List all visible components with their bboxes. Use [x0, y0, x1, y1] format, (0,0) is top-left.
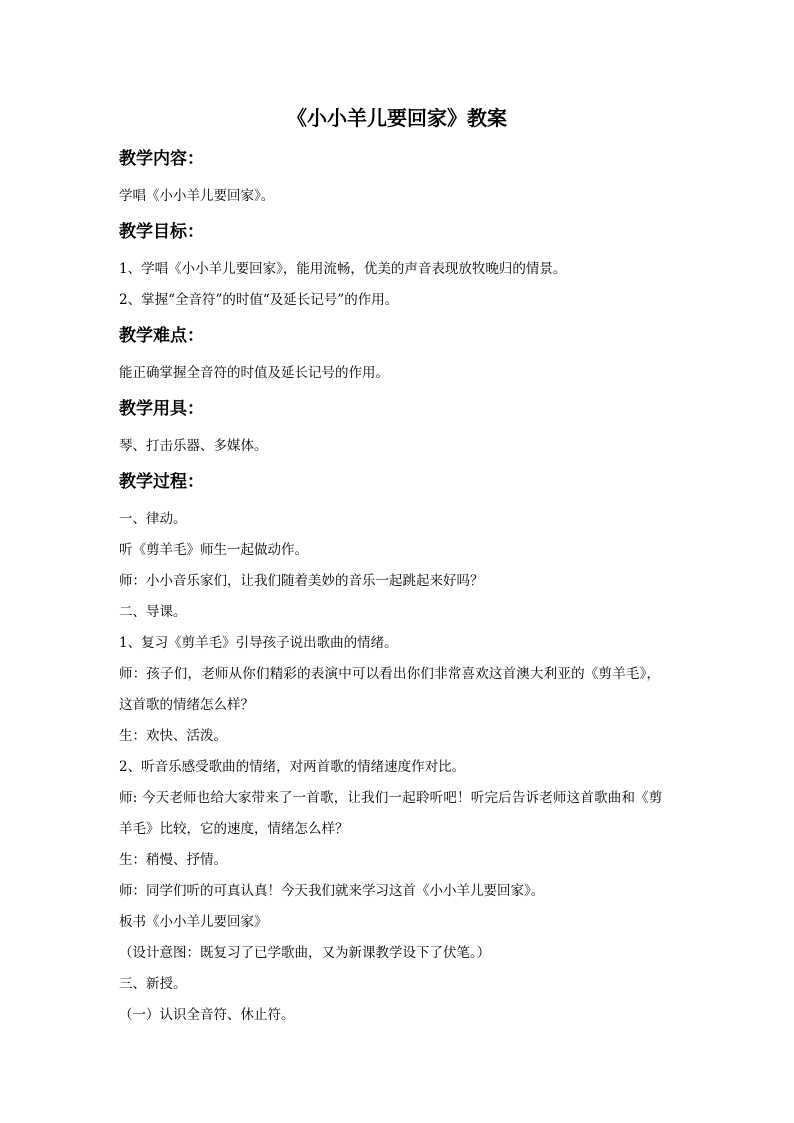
- process-line: 师：小小音乐家们，让我们随着美妙的音乐一起跳起来好吗？: [119, 573, 484, 589]
- process-line: 2、听音乐感受歌曲的情绪，对两首歌的情绪速度作对比。: [119, 759, 466, 775]
- objective-line-1: 1、学唱《小小羊儿要回家》，能用流畅，优美的声音表现放牧晚归的情景。: [119, 261, 567, 277]
- process-line: 师：孩子们，老师从你们精彩的表演中可以看出你们非常喜欢这首澳大利亚的《剪羊毛》，: [119, 666, 661, 682]
- section-heading-difficulty: 教学难点：: [119, 326, 204, 346]
- process-line: 1、复习《剪羊毛》引导孩子说出歌曲的情绪。: [119, 635, 398, 651]
- section-heading-process: 教学过程：: [119, 472, 204, 492]
- process-line: 师: 今天老师也给大家带来了一首歌，让我们一起聆听吧！听完后告诉老师这首歌曲和《剪: [119, 790, 663, 806]
- process-line: （设计意图：既复习了已学歌曲，又为新课教学设下了伏笔。）: [119, 945, 491, 961]
- process-line: 这首歌的情绪怎么样？: [119, 697, 254, 713]
- content-line: 学唱《小小羊儿要回家》。: [119, 188, 275, 204]
- process-line: 羊毛》比较，它的速度，情绪怎么样？: [119, 821, 349, 837]
- tools-line: 琴、打击乐器、多媒体。: [119, 438, 268, 454]
- difficulty-line: 能正确掌握全音符的时值及延长记号的作用。: [119, 365, 389, 381]
- section-heading-objectives: 教学目标：: [119, 222, 204, 242]
- process-line: 生：欢快、活泼。: [119, 728, 227, 744]
- document-title: 《小小羊儿要回家》教案: [287, 106, 507, 130]
- process-line: 二、导课。: [119, 604, 187, 620]
- section-heading-tools: 教学用具：: [119, 399, 204, 419]
- objective-line-2: 2、掌握“全音符”的时值“及延长记号”的作用。: [119, 292, 399, 308]
- process-line: 三、新授。: [119, 976, 187, 992]
- process-line: 听《剪羊毛》师生一起做动作。: [119, 542, 308, 558]
- process-line: （一）认识全音符、休止符。: [119, 1007, 295, 1023]
- process-line: 板书《小小羊儿要回家》: [119, 914, 268, 930]
- process-line: 生：稍慢、抒情。: [119, 852, 227, 868]
- section-heading-content: 教学内容：: [119, 149, 204, 169]
- process-line: 师：同学们听的可真认真！今天我们就来学习这首《小小羊儿要回家》。: [119, 883, 545, 899]
- process-line: 一、律动。: [119, 511, 187, 527]
